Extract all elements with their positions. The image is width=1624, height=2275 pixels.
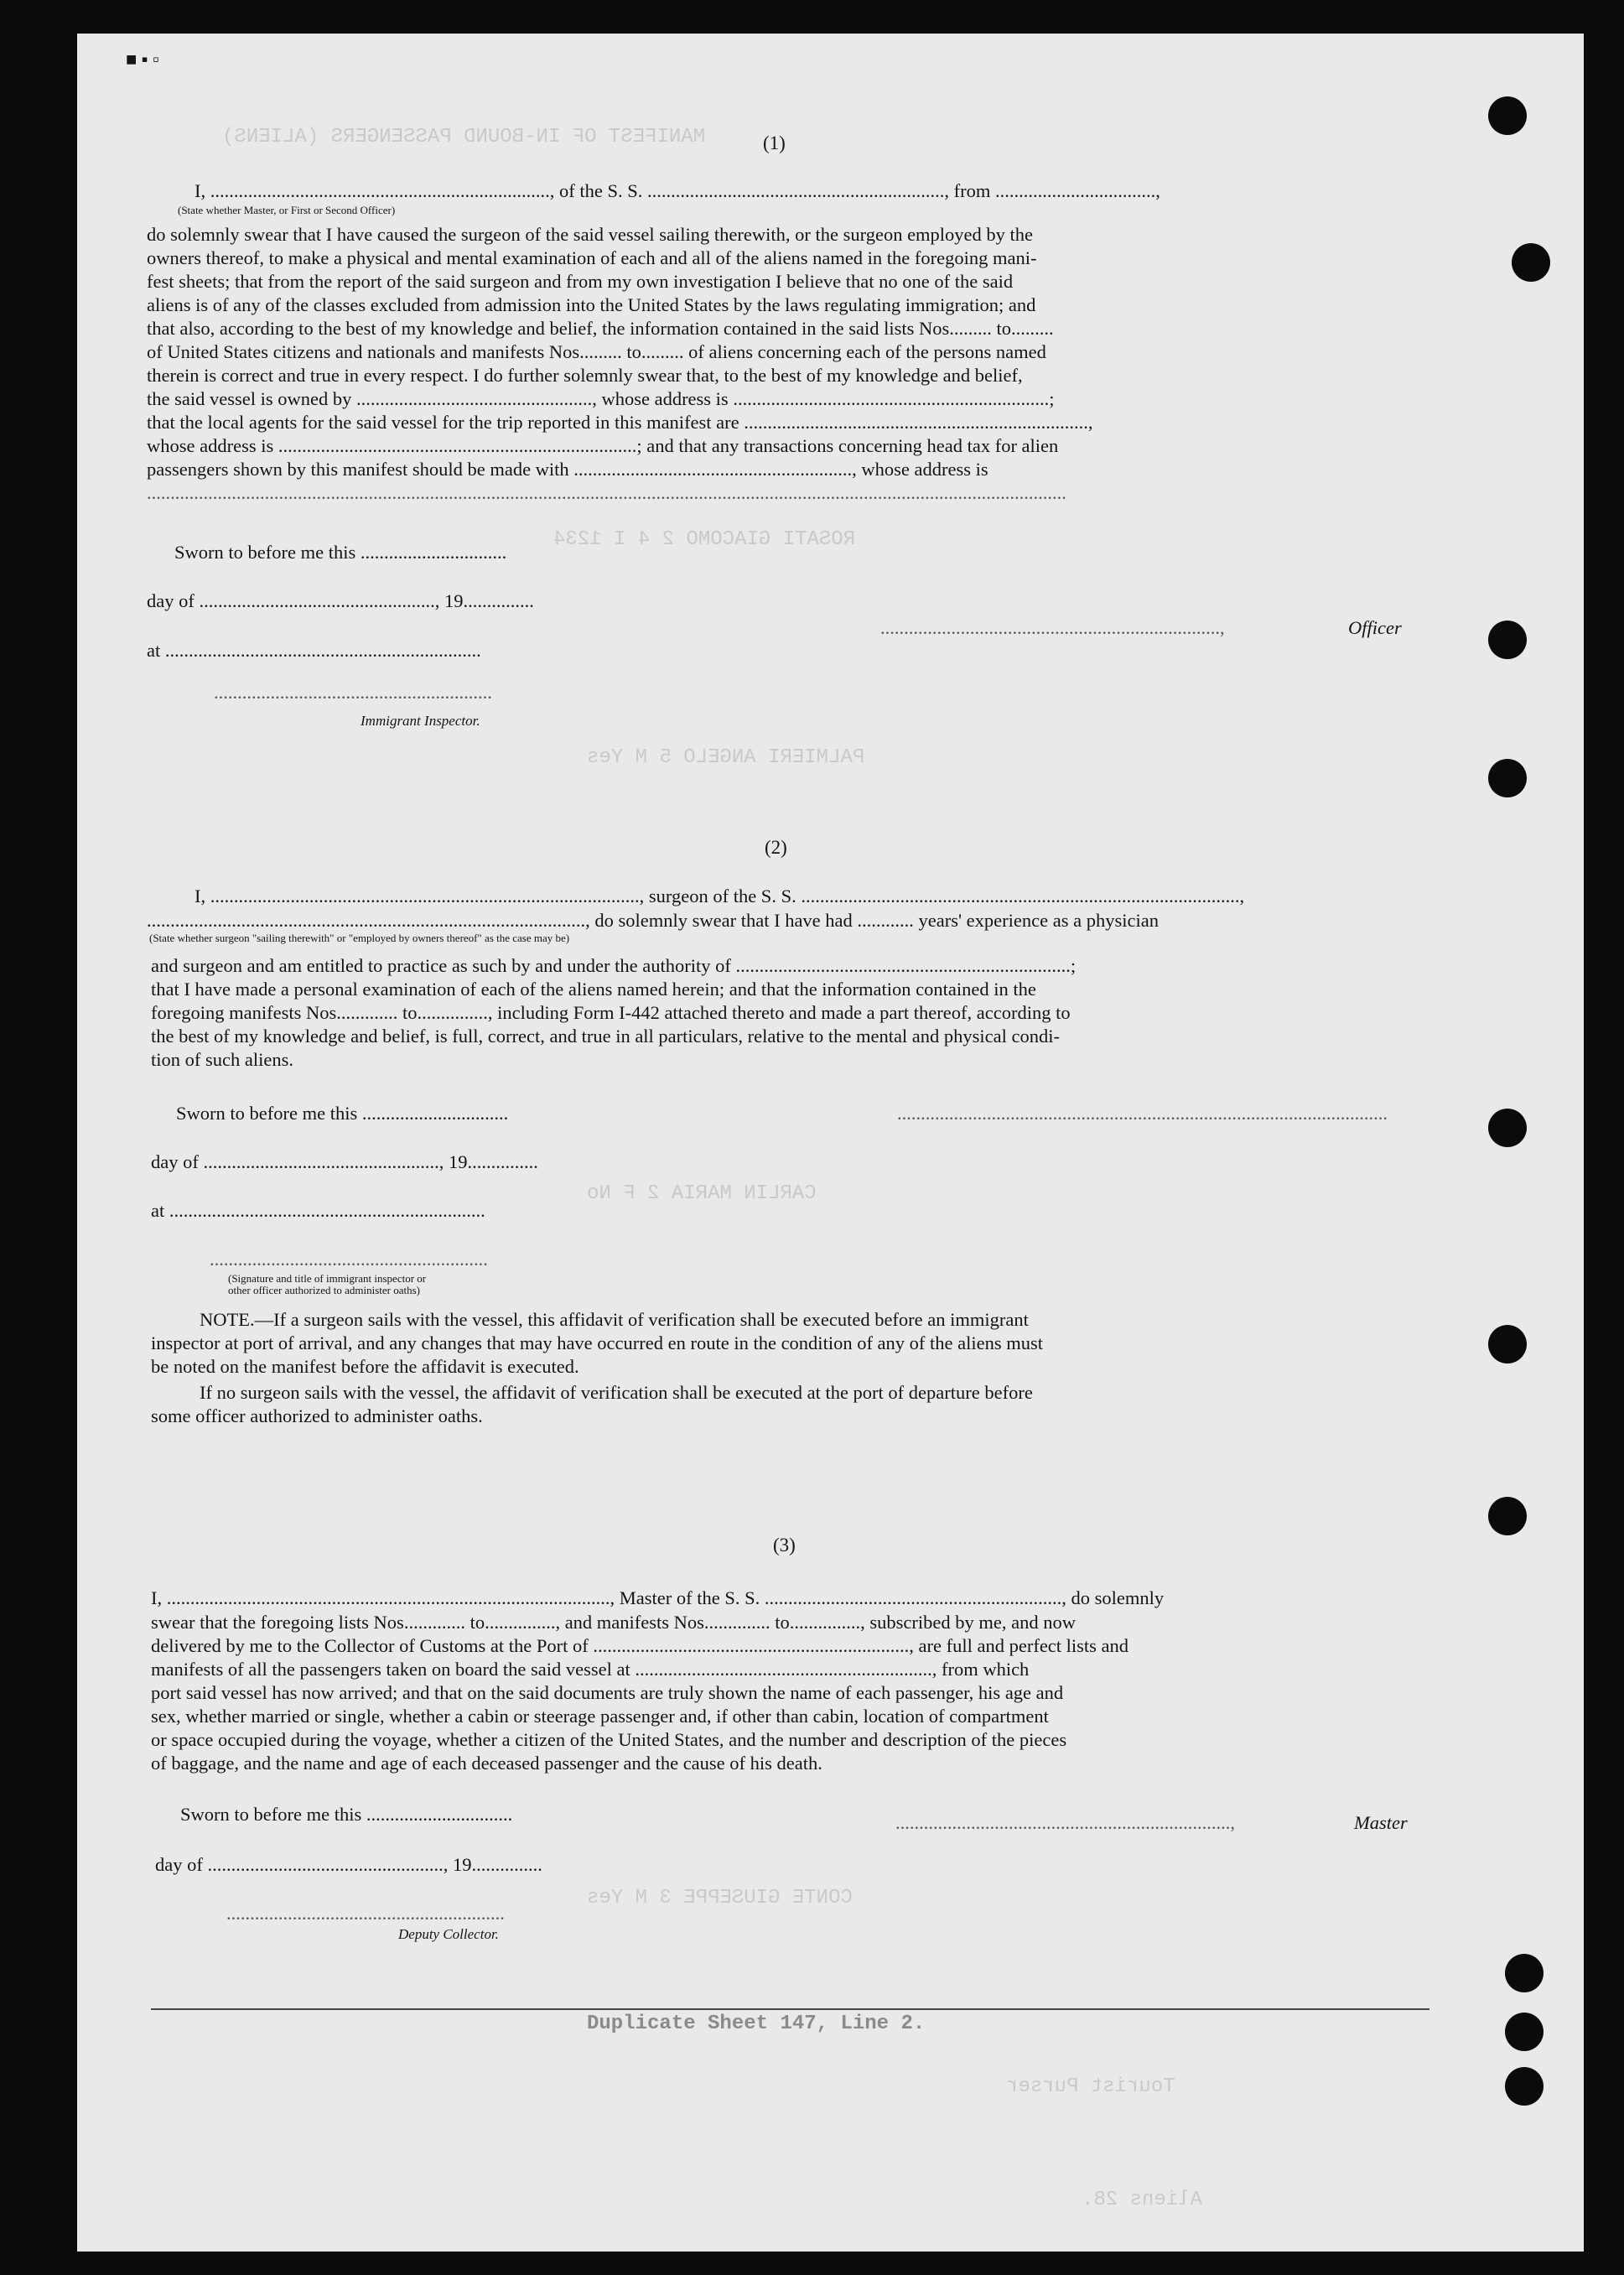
inspector-signature-line: ........................................................... [210,1249,488,1270]
paragraph-line: the best of my knowledge and belief, is full, correct, and true in all particulars, relative to the mental and physical condi- [151,1026,1061,1047]
day-line: day of .................................................., 19............... [151,1151,538,1172]
punch-hole [1505,2013,1544,2051]
bleed-line: PALMIERI ANGELO 5 M Yes [587,746,865,769]
section-number: (2) [765,837,787,858]
punch-hole [1512,243,1550,282]
paragraph-line: of United States citizens and nationals and manifests Nos......... to......... of aliens concerning each of the persons named [147,341,1046,362]
officer-signature-line: ........................................................................, [880,617,1225,638]
surgeon-oath-line: I, ..........................................................................................., surgeon of the S. S. ............................................................................................., [195,886,1245,906]
rank-caption: (State whether Master, or First or Second Officer) [178,204,396,216]
paragraph-line: ................................................................................................................................................................................................... [147,482,1066,503]
paragraph-line: fest sheets; that from the report of the said surgeon and from my own investigation I believe that no one of the said [147,271,1014,292]
note-line: be noted on the manifest before the affidavit is executed. [151,1356,579,1377]
paragraph-line: that also, according to the best of my knowledge and belief, the information contained in the said lists Nos......... to......... [147,318,1054,339]
master-oath-line: I, ........................................................................, of the S. S. ..............................................................., from .................................., [195,180,1160,201]
paragraph-line: passengers shown by this manifest should be made with ..........................................................., whose address is [147,459,988,480]
punch-hole [1505,1954,1544,1992]
paragraph-line: sex, whether married or single, whether a cabin or steerage passenger and, if other than cabin, location of compartment [151,1706,1049,1727]
officer-label: Officer [1348,617,1402,638]
surgeon-caption: (State whether surgeon "sailing therewith" or "employed by owners thereof" as the case may be) [149,932,570,944]
sworn-line: Sworn to before me this ............................... [174,542,507,563]
paragraph-line: aliens is of any of the classes excluded from admission into the United States by the laws regulating immigration; and [147,294,1036,315]
punch-hole [1488,621,1527,659]
deputy-label: Deputy Collector. [398,1926,499,1942]
top-corner-marks: ■ ▪ ▫ [126,49,159,70]
note-line: inspector at port of arrival, and any changes that may have occurred en route in the condition of any of the aliens must [151,1332,1044,1353]
section-number: (3) [773,1535,796,1556]
paragraph-line: of baggage, and the name and age of each deceased passenger and the cause of his death. [151,1753,822,1774]
day-line: day of .................................................., 19............... [147,590,534,611]
punch-hole [1488,96,1527,135]
punch-hole [1488,759,1527,797]
paragraph-line: that the local agents for the said vessel for the trip reported in this manifest are ........................................................................., [147,412,1093,433]
punch-hole [1488,1325,1527,1363]
note-line: If no surgeon sails with the vessel, the affidavit of verification shall be executed at the port of departure before [200,1382,1033,1403]
section-number: (1) [763,132,786,153]
surgeon-signature-line: ........................................................................................................ [897,1103,1388,1124]
at-line: at ................................................................... [147,640,481,661]
sworn-line: Sworn to before me this ............................... [180,1804,513,1825]
paragraph-line: or space occupied during the voyage, whether a citizen of the United States, and the number and description of the pieces [151,1729,1067,1750]
day-line: day of .................................................., 19............... [155,1854,542,1875]
bleed-line: Duplicate Sheet 147, Line 2. [587,2013,926,2035]
note-line: NOTE.—If a surgeon sails with the vessel, this affidavit of verification shall be executed before an immigrant [200,1309,1029,1330]
bleed-line: ROSATI GIACOMO 2 4 I 1234 [553,528,856,551]
bottom-rule [151,2008,1429,2010]
paragraph-line: foregoing manifests Nos............. to..............., including Form I-442 attached thereto and made a part thereof, according to [151,1002,1071,1023]
punch-hole [1488,1109,1527,1147]
paragraph-line: the said vessel is owned by .................................................., whose address is ...................................................................; [147,388,1055,409]
signature-caption: other officer authorized to administer oaths) [228,1284,420,1296]
note-line: some officer authorized to administer oaths. [151,1405,483,1426]
paragraph-line: therein is correct and true in every respect. I do further solemnly swear that, to the best of my knowledge and belief, [147,365,1023,386]
bleed-line: Tourist Purser [1006,2075,1175,2098]
master-label: Master [1354,1812,1408,1833]
master-declaration-line: I, .............................................................................................., Master of the S. S. ..............................................................., do solemnly [151,1587,1165,1608]
bleed-line: Aliens 28. [1082,2189,1203,2211]
deputy-signature-line: ........................................................... [226,1903,505,1924]
paragraph-line: tion of such aliens. [151,1049,293,1070]
paragraph-line: that I have made a personal examination of each of the aliens named herein; and that the information contained in the [151,979,1036,1000]
signature-caption: (Signature and title of immigrant inspector or [228,1272,427,1285]
paragraph-line: port said vessel has now arrived; and that on the said documents are truly shown the name of each passenger, his age and [151,1682,1064,1703]
inspector-label: Immigrant Inspector. [361,713,480,729]
paragraph-line: whose address is ............................................................................; and that any transactions concerning head tax for alien [147,435,1059,456]
punch-hole [1505,2067,1544,2106]
paragraph-line: manifests of all the passengers taken on board the said vessel at ..............................................................., from which [151,1659,1030,1680]
sworn-line: Sworn to before me this ............................... [176,1103,509,1124]
master-signature-line: ......................................................................., [895,1812,1235,1833]
paragraph-line: do solemnly swear that I have caused the surgeon of the said vessel sailing therewith, or the surgeon employed by the [147,224,1034,245]
at-line: at ................................................................... [151,1200,485,1221]
punch-hole [1488,1497,1527,1535]
paragraph-line: swear that the foregoing lists Nos............. to..............., and manifests Nos.............. to..............., subscribed by me, and now [151,1612,1076,1633]
bleed-line: CONTE GIUSEPPE 3 M Yes [587,1887,853,1909]
paragraph-line: owners thereof, to make a physical and mental examination of each and all of the aliens named in the foregoing mani- [147,247,1037,268]
surgeon-oath-line: ............................................................................................., do solemnly swear that I have had ............ years' experience as a physician [147,910,1159,931]
paragraph-line: and surgeon and am entitled to practice as such by and under the authority of .......................................................................; [151,955,1077,976]
paragraph-line: delivered by me to the Collector of Customs at the Port of ..................................................................., are full and perfect lists and [151,1635,1129,1656]
bleed-line: CARLIN MARIA 2 F No [587,1182,817,1205]
inspector-signature-line: ........................................................... [214,682,492,703]
bleed-heading: MANIFEST OF IN-BOUND PASSENGERS (ALIENS) [222,126,706,148]
